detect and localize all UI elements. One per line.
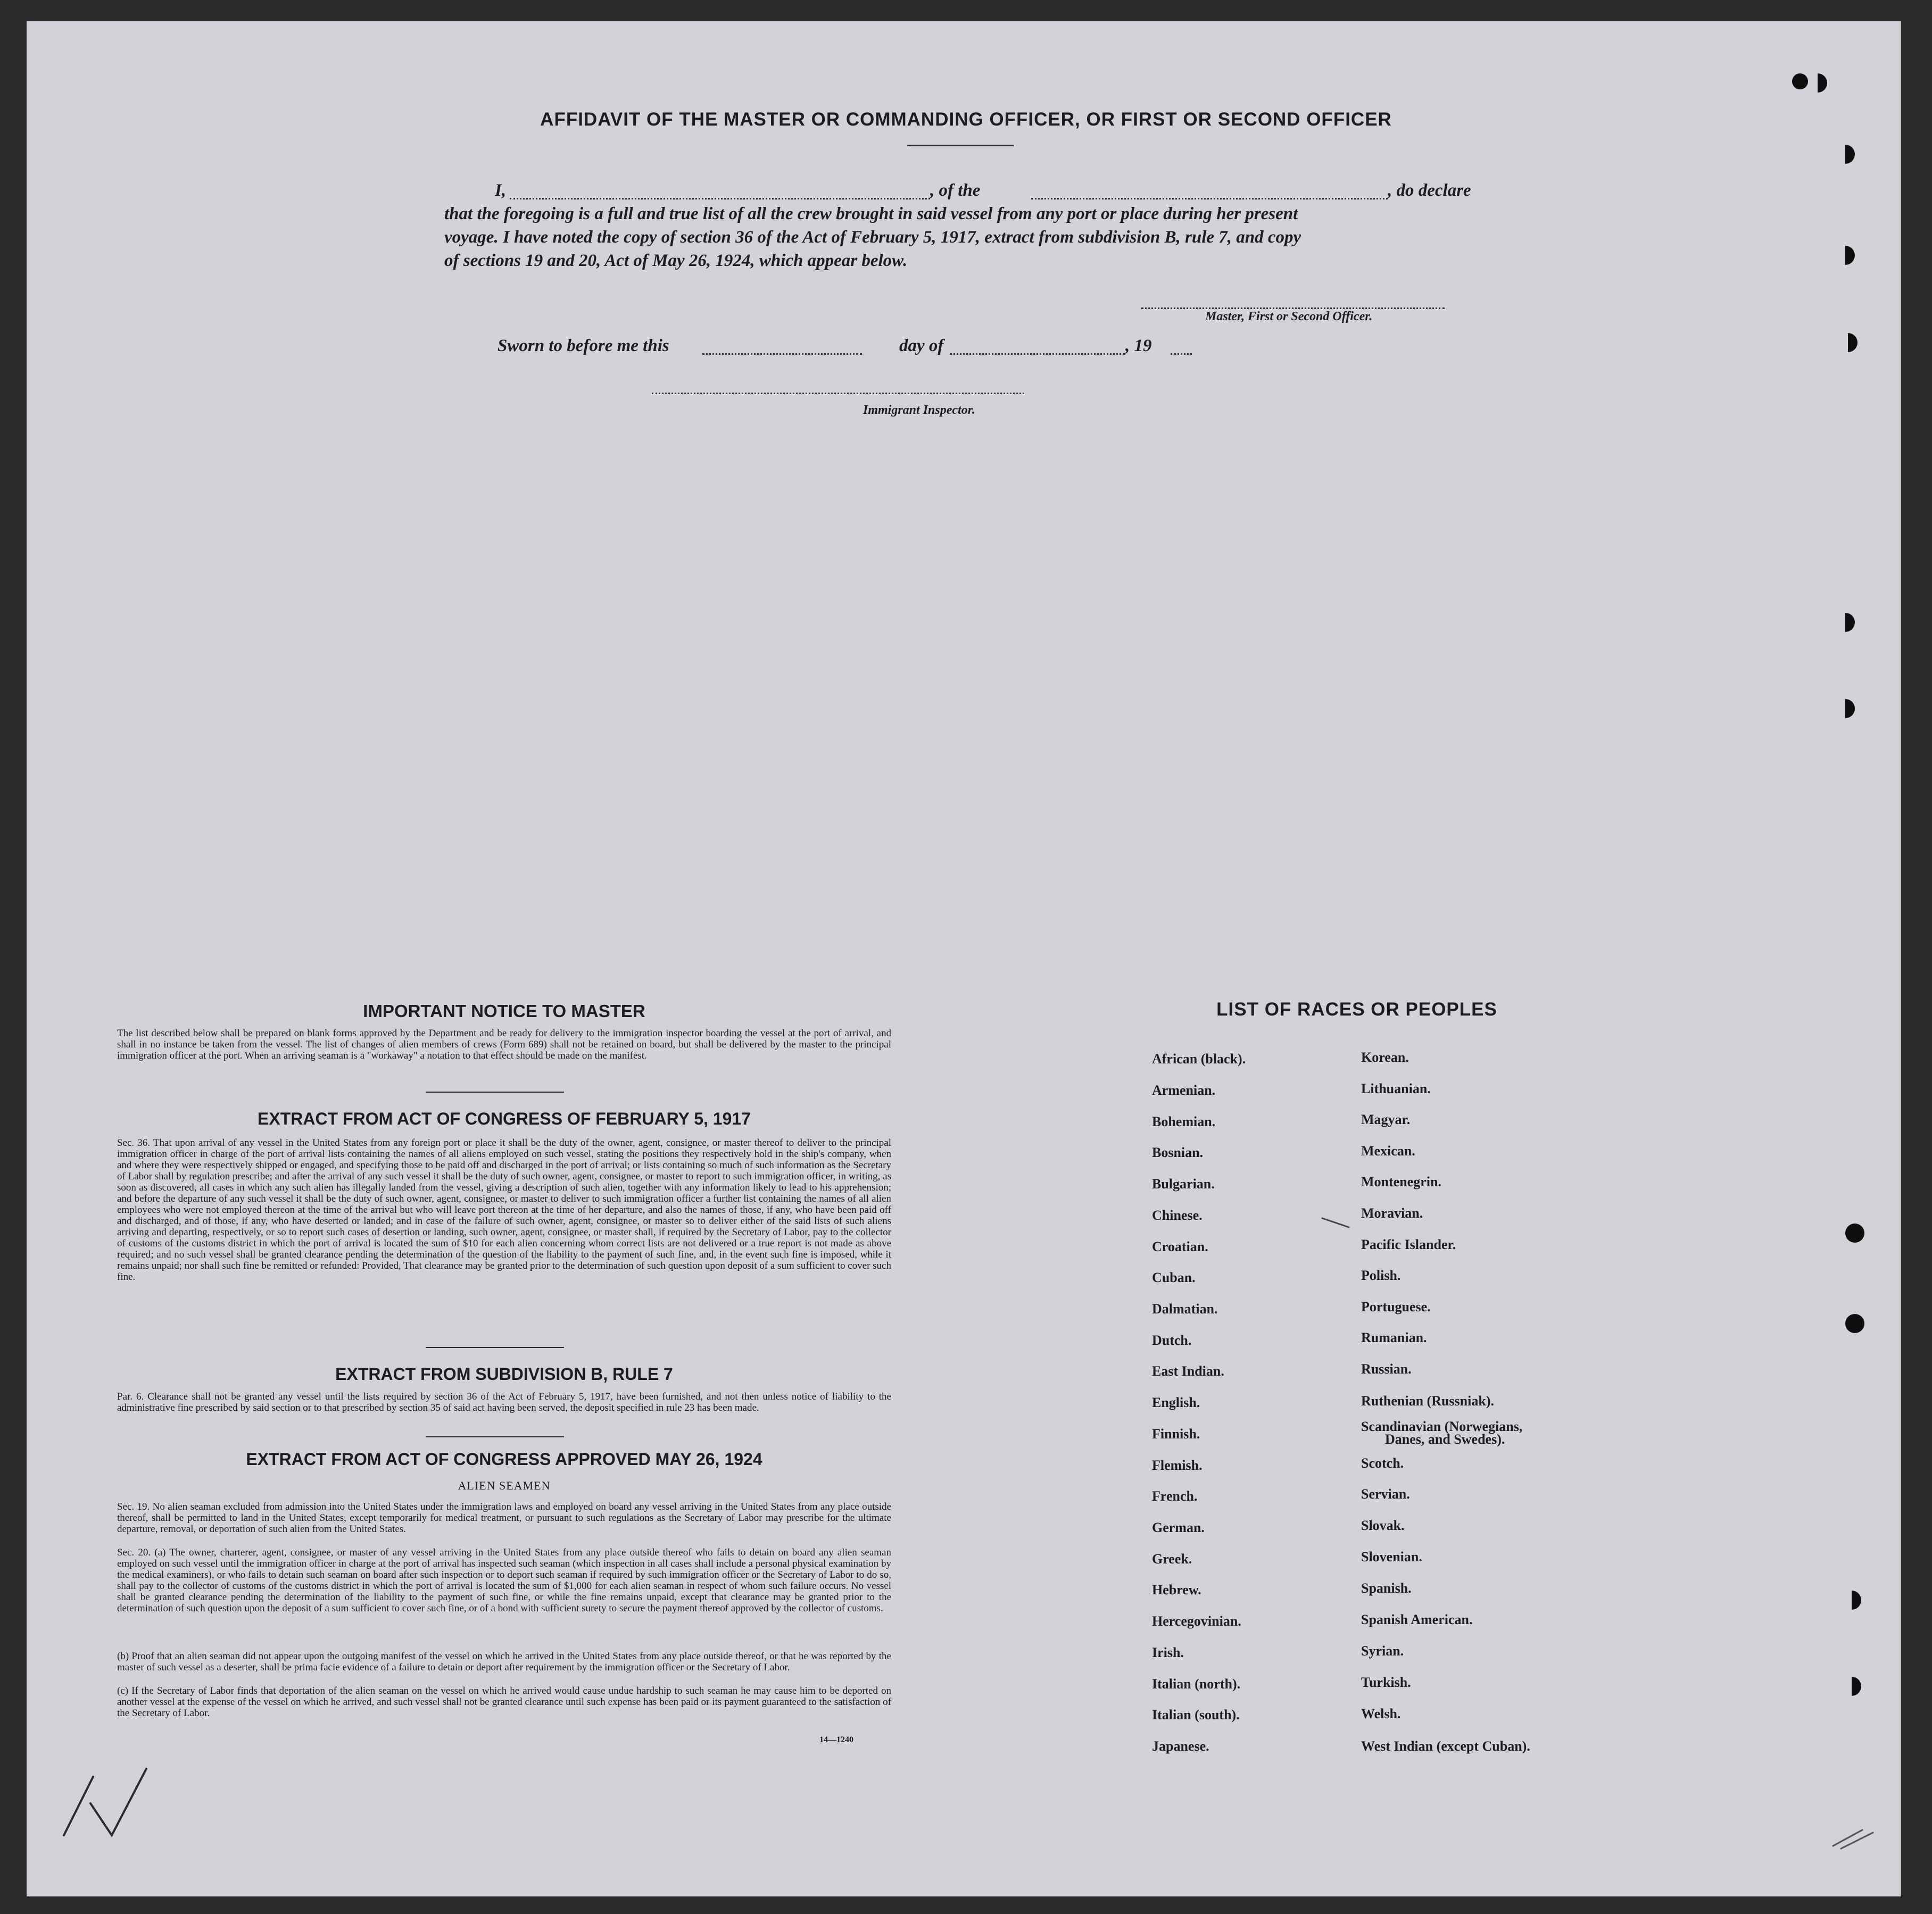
- affidavit-title: AFFIDAVIT OF THE MASTER OR COMMANDING OFFICER, OR FIRST OR SECOND OFFICER: [540, 109, 1392, 130]
- race-item: Welsh.: [1361, 1706, 1401, 1721]
- race-item: Russian.: [1361, 1361, 1412, 1377]
- extract-1924-title: EXTRACT FROM ACT OF CONGRESS APPROVED MAY 26, 1924: [246, 1450, 762, 1469]
- vessel-name-blank[interactable]: [1031, 198, 1388, 199]
- race-item: Dutch.: [1152, 1333, 1192, 1348]
- binder-hole: [1792, 73, 1808, 89]
- race-item: Spanish American.: [1361, 1612, 1473, 1627]
- race-item: Portuguese.: [1361, 1299, 1431, 1314]
- sworn-month-blank[interactable]: [950, 353, 1125, 355]
- race-item: Bohemian.: [1152, 1114, 1216, 1129]
- sworn-year: , 19: [1125, 336, 1152, 355]
- race-item: Mexican.: [1361, 1143, 1415, 1159]
- race-item: Irish.: [1152, 1645, 1184, 1660]
- title-underline: [907, 145, 1014, 146]
- sworn-day: day of: [899, 336, 944, 355]
- divider: [426, 1436, 564, 1437]
- extract-1924-sec19: Sec. 19. No alien seaman excluded from admission into the United States under the immigration laws and employed on board any vessel arriving in the United States from any place outside thereof, shall be permitted to land in the United States, except temporarily for medical treatment, or pursuant to such regulations as the Secretary of Labor may prescribe for the ultimate departure, removal, or deportation of such alien from the United States.: [117, 1501, 891, 1535]
- race-item: Chinese.: [1152, 1208, 1203, 1223]
- extract-1924-sec20c: (c) If the Secretary of Labor finds that deportation of the alien seaman on the vessel on which he arrived would cause undue hardship to such seaman he may cause him to be deported on another vessel at the expense of the vessel on which he arrived, and such vessel shall not be granted clearance until such expense has been paid or its payment guaranteed to the satisfaction of the Secretary of Labor.: [117, 1685, 891, 1719]
- race-item: Japanese.: [1152, 1738, 1209, 1754]
- extract-1924-subtitle: ALIEN SEAMEN: [458, 1479, 551, 1492]
- master-signature-blank[interactable]: [1141, 307, 1445, 309]
- race-item: Magyar.: [1361, 1112, 1411, 1127]
- race-item: Syrian.: [1361, 1643, 1404, 1659]
- race-item: Danes, and Swedes).: [1385, 1432, 1505, 1447]
- race-item: Bulgarian.: [1152, 1176, 1215, 1192]
- affidavit-line-2: that the foregoing is a full and true list of all the crew brought in said vessel from any port or place during her present: [444, 204, 1298, 223]
- affidavit-line-3: voyage. I have noted the copy of section 36 of the Act of February 5, 1917, extract from subdivision B, rule 7, and copy: [444, 228, 1301, 247]
- pencil-tick: [1320, 1216, 1351, 1231]
- inspector-signature-blank[interactable]: [652, 393, 1024, 394]
- race-item: Lithuanian.: [1361, 1081, 1431, 1096]
- line1-of: , of the: [930, 181, 981, 200]
- race-item: Spanish.: [1361, 1580, 1412, 1596]
- race-item: French.: [1152, 1488, 1198, 1504]
- race-item: Polish.: [1361, 1268, 1401, 1283]
- extract-1924-sec20b: (b) Proof that an alien seaman did not appear upon the outgoing manifest of the vessel on which he arrived in the United States from any place outside thereof, or that he was reported by the master of such vessel as a deserter, shall be prima facie evidence of a failure to detain or deport after requirement by the immigration officer or the Secretary of Labor.: [117, 1651, 891, 1673]
- race-item: Cuban.: [1152, 1270, 1196, 1285]
- pencil-mark-right: [1830, 1819, 1878, 1851]
- race-item: West Indian (except Cuban).: [1361, 1738, 1530, 1754]
- race-item: Servian.: [1361, 1486, 1410, 1502]
- race-item: Pacific Islander.: [1361, 1237, 1456, 1252]
- race-item: Armenian.: [1152, 1083, 1216, 1098]
- line1-declare: , do declare: [1388, 181, 1471, 200]
- race-item: Dalmatian.: [1152, 1301, 1218, 1317]
- race-item: Scandinavian (Norwegians,: [1361, 1419, 1523, 1434]
- binder-hole: [1845, 1314, 1864, 1333]
- extract-1917-title: EXTRACT FROM ACT OF CONGRESS OF FEBRUARY 5, 1917: [258, 1109, 751, 1128]
- race-item: Slovak.: [1361, 1518, 1405, 1533]
- race-item: East Indian.: [1152, 1363, 1224, 1379]
- race-item: German.: [1152, 1520, 1205, 1535]
- race-item: Flemish.: [1152, 1458, 1203, 1473]
- notice-title: IMPORTANT NOTICE TO MASTER: [363, 1001, 645, 1021]
- race-item: African (black).: [1152, 1051, 1246, 1067]
- line1-i: I,: [495, 181, 507, 200]
- extract-1924-sec20a: Sec. 20. (a) The owner, charterer, agent, consignee, or master of any vessel arriving in the United States from any place outside thereof who fails to detain on board any alien seaman employed on such vessel until the immigration officer in charge at the port of arrival has inspected such seaman (which inspection in all cases shall include a personal physical examination by the medical examiners), or who fails to detain such seaman on board after such inspection or to deport such seaman if required by such immigration officer or the Secretary of Labor to do so, shall pay to the collector of customs of the customs district in which the port of arrival is located the sum of $1,000 for each alien seaman in respect of whom such failure occurs. No vessel shall be granted clearance pending the determination of the liability to the payment of such fine, or while the fine remains unpaid, except that clearance may be granted prior to the determination of such question upon the deposit of a sum sufficient to cover such fine, or of a bond with sufficient surety to secure the payment thereof approved by the collector of customs.: [117, 1547, 891, 1614]
- race-item: Croatian.: [1152, 1239, 1208, 1254]
- race-item: Italian (north).: [1152, 1676, 1241, 1692]
- sworn-line: [497, 334, 1242, 357]
- race-item: Hebrew.: [1152, 1582, 1201, 1597]
- master-name-blank[interactable]: [510, 198, 930, 199]
- form-code: 14—1240: [819, 1735, 853, 1744]
- race-item: Bosnian.: [1152, 1145, 1204, 1160]
- extract-1917-text: Sec. 36. That upon arrival of any vessel in the United States from any foreign port or place it shall be the duty of the owner, agent, consignee, or master thereof to deliver to the principal immigration officer in charge of the port of arrival lists containing the names of all aliens employed on such vessel, stating the positions they respectively hold in the ship's company, when and where they were respectively shipped or engaged, and specifying those to be paid off and discharged in the port of arrival; or lists containing so much of such information as the Secretary of Labor shall by regulation prescribe; and after the arrival of any such vessel it shall be the duty of such owner, agent, consignee, or master to report to such immigration officer, in writing, as soon as discovered, all cases in which any such alien has illegally landed from the vessel, giving a description of such alien, together with any information likely to lead to his apprehension; and before the departure of any such vessel it shall be the duty of such owner, agent, consignee, or master to deliver to such immigration officer a further list containing the names of all alien employees who were not employed thereon at the time of the arrival but who will leave port thereon at the time of her departure, and also the names of those, if any, who have been paid off and discharged, and of those, if any, who have deserted or landed; and in case of the failure of such owner, agent, consignee, or master so to deliver either of the said lists of such aliens arriving and departing, respectively, or so to report such cases of desertion or landing, such owner, agent, consignee, or master shall, if required by the Secretary of Labor, pay to the collector of customs of the customs district in which the port of arrival is located the sum of $10 for each alien concerning whom correct lists are not delivered or a true report is not made as above required; and no such vessel shall be granted clearance pending the determination of the question of the liability to the payment of such fine, and, in the event such fine is imposed, while it remains unpaid; nor shall such fine be remitted or refunded: Provided, That clearance may be granted prior to the determination of such question upon deposit of a sum sufficient to cover such fine.: [117, 1137, 891, 1283]
- divider: [426, 1347, 564, 1348]
- inspector-label: Immigrant Inspector.: [863, 403, 975, 417]
- notice-text: The list described below shall be prepared on blank forms approved by the Department and be ready for delivery to the immigration inspector boarding the vessel at the port of arrival, and shall in no instance be taken from the vessel. The list of changes of alien members of crews (Form 689) shall not be retained on board, but shall be delivered by the master to the principal immigration officer at the port. When an arriving seaman is a "workaway" a notation to that effect should be made on the manifest.: [117, 1028, 891, 1061]
- races-title: LIST OF RACES OR PEOPLES: [1216, 999, 1497, 1020]
- race-item: Italian (south).: [1152, 1707, 1240, 1722]
- race-item: English.: [1152, 1395, 1200, 1410]
- pencil-mark-left: [53, 1755, 170, 1841]
- race-item: Rumanian.: [1361, 1330, 1427, 1345]
- sworn-prefix: Sworn to before me this: [497, 336, 669, 355]
- race-item: Moravian.: [1361, 1205, 1423, 1221]
- race-item: Slovenian.: [1361, 1549, 1422, 1565]
- race-item: Hercegovinian.: [1152, 1613, 1241, 1629]
- extract-rule7-title: EXTRACT FROM SUBDIVISION B, RULE 7: [335, 1364, 673, 1384]
- race-item: Korean.: [1361, 1050, 1409, 1065]
- affidavit-line-1: [495, 179, 1490, 202]
- race-item: Scotch.: [1361, 1455, 1404, 1471]
- sworn-date-blank[interactable]: [702, 353, 862, 355]
- divider: [426, 1092, 564, 1093]
- binder-hole: [1845, 1224, 1864, 1243]
- race-item: Finnish.: [1152, 1426, 1200, 1442]
- signature-label: Master, First or Second Officer.: [1205, 310, 1373, 323]
- race-item: Greek.: [1152, 1551, 1192, 1567]
- race-item: Turkish.: [1361, 1675, 1411, 1690]
- race-item: Montenegrin.: [1361, 1174, 1441, 1189]
- extract-rule7-text: Par. 6. Clearance shall not be granted any vessel until the lists required by section 36 of the Act of February 5, 1917, have been furnished, and not then unless notice of liability to the administrative fine prescribed by said section or to that prescribed by section 35 of said act having been served, the deposit specified in rule 23 has been made.: [117, 1391, 891, 1413]
- affidavit-line-4: of sections 19 and 20, Act of May 26, 1924, which appear below.: [444, 251, 908, 270]
- race-item: Ruthenian (Russniak).: [1361, 1393, 1494, 1409]
- sworn-year-blank[interactable]: [1171, 353, 1192, 355]
- form-sheet: [27, 21, 1901, 1896]
